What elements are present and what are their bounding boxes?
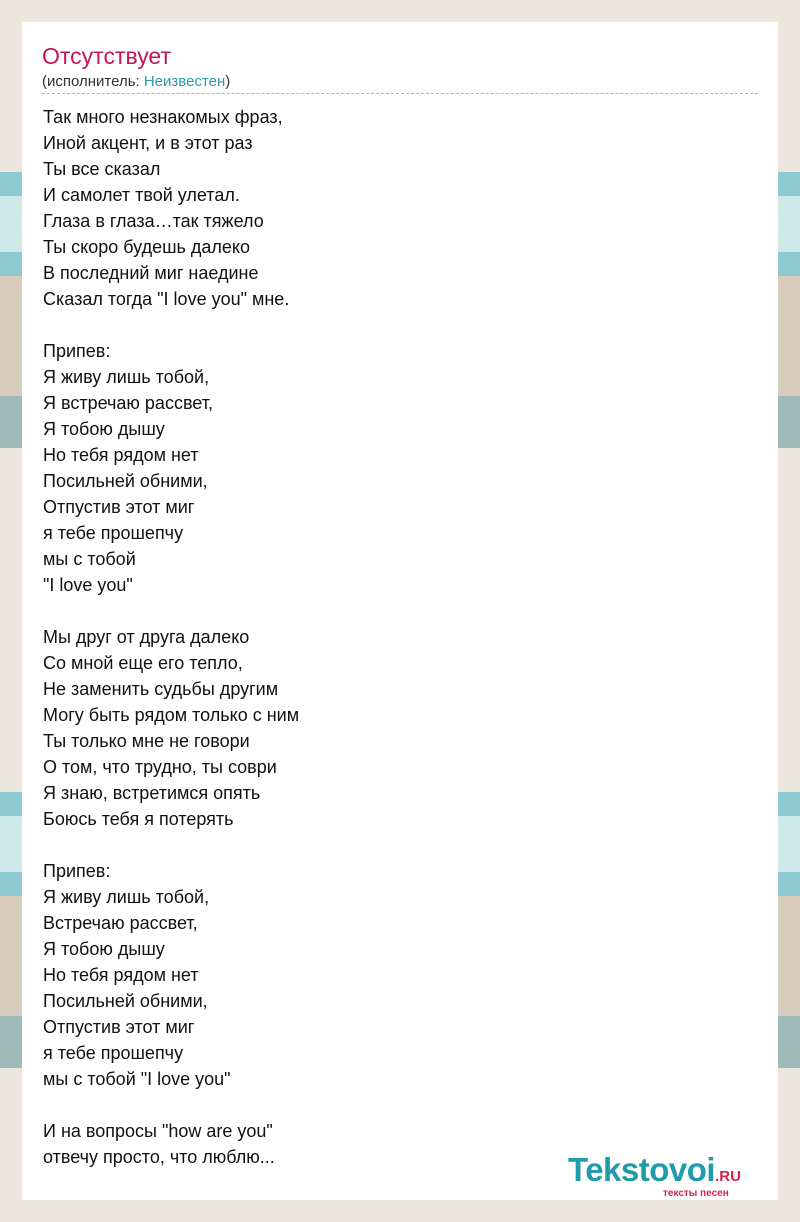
artist-suffix: ) <box>225 73 231 90</box>
logo-name: Tekstovoi <box>568 1151 716 1188</box>
logo-tagline: тексты песен <box>663 1188 729 1199</box>
artist-link[interactable]: Неизвестен <box>143 73 226 90</box>
artist-line <box>42 72 230 92</box>
song-title: Отсутствует <box>42 43 171 69</box>
lyrics-card <box>22 22 778 1200</box>
lyrics-text: Так много незнакомых фраз, Иной акцент, и в этот раз Ты все сказал И самолет твой улетал. Глаза в глаза…так тяжело Ты скоро будешь далеко В последний миг наедине Сказал тогда "I love you" мне. Припев: Я живу лишь тобой, Я встречаю рассвет, Я тобою дышу Но тебя рядом нет Посильней обними, Отпустив этот миг я тебе прошепчу мы с тобой "I love you" Мы друг от друга далеко Со мной еще его тепло, Не заменить судьбы другим Могу быть рядом только с ним Ты только мне не говори О том, что трудно, ты соври Я знаю, встретимся опять Боюсь тебя я потерять Припев: Я живу лишь тобой, Встречаю рассвет, Я тобою дышу Но тебя рядом нет Посильней обними, Отпустив этот миг я тебе прошепчу мы с тобой "I love you" И на вопросы "how are you" отвечу просто, что люблю... <box>43 107 300 1167</box>
artist-prefix: (исполнитель: <box>42 73 144 90</box>
title-divider <box>42 93 758 94</box>
logo-tld: .RU <box>715 1168 741 1185</box>
site-logo[interactable] <box>568 1152 778 1200</box>
